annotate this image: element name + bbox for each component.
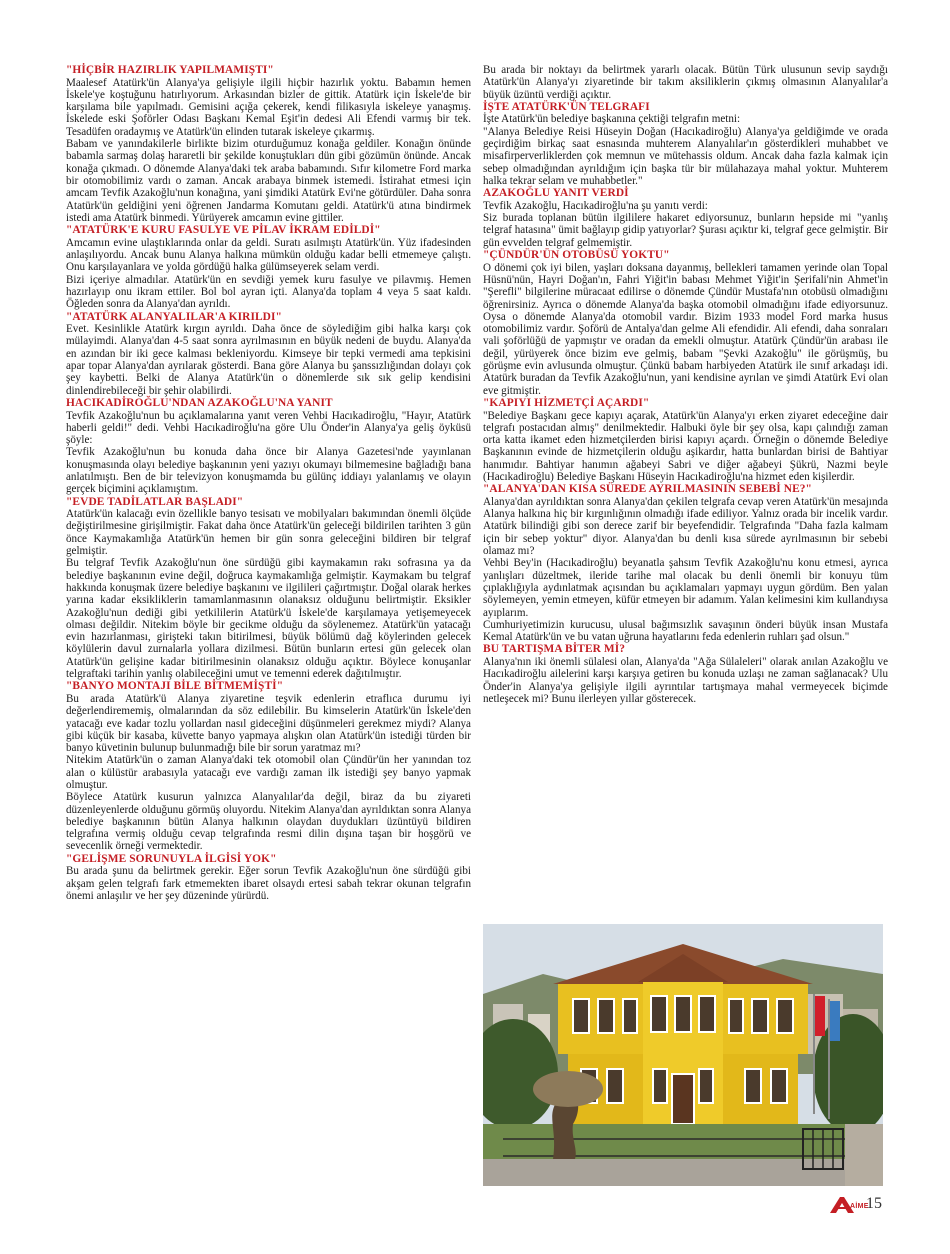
body-paragraph: Bu arada Atatürk'ü Alanya ziyaretine teşvik edenlerin etraflıca durumu iyi değerlendirememiş, olmalarından da söz edilebilir. Bu kimselerin Atatürk'ün İskele'den yatacağı eve kadar tozlu yollardan nasıl gideceğini düşünmeleri gerekmez miydi? Alanya gibi küçük bir kasaba, küvette banyo yapmaya alışkın olan Atatürk'ün istediği türden bir banyo küvetinin bulunup bulunmadığı bile bir sorun yaratmaz mı? [66,692,471,755]
ataturk-house-photo [483,924,883,1186]
body-paragraph: "Alanya Belediye Reisi Hüseyin Doğan (Hacıkadiroğlu) Alanya'ya geldiğimde ve orada geçirdiğim birkaç saat esnasında muhterem Alanyalılar'ın gösterdikleri muhabbet ve misafirperverliklerden çok memnun ve mütehassis oldum. Ancak daha fazla kalmak için sebep olmadığından ayrıldığım için başka tür bir mülahazaya mahal yoktur. Muhterem halka tekrar selam ve muhabbetler." [483,125,888,187]
section-heading: "ALANYA'DAN KISA SÜREDE AYRILMASININ SEBEBİ NE?" [483,483,812,496]
body-paragraph: Atatürk'ün kalacağı evin özellikle banyo tesisatı ve mobilyaları bakımından önemli ölçüde değiştirilmesine girişilmiştir. Fakat daha önce Atatürk'ün geleceği bildirilen tarihten 3 gün önce Kaymakamlığa Atatürk'ün hemen bir gün sonra geleceğini bildiren bir telgraf gelmiştir. [66,508,471,558]
section-heading: HACIKADİROĞLU'NDAN AZAKOĞLU'NA YANIT [66,396,333,409]
body-paragraph: Bu arada şunu da belirtmek gerekir. Eğer sorun Tevfik Azakoğlu'nun öne sürdüğü gibi akşam gelen telgrafı fark etmemekten ibaret olsaydı ertesi sabah tekrar okunan telgrafın önemi anlaşılır ve her şey düzeninde yürürdü. [66,865,471,902]
body-paragraph: Vehbi Bey'in (Hacıkadiroğlu) beyanatla şahsım Tevfik Azakoğlu'nu konu etmesi, ayrıca yanlışları düzeltmek, ileride tarihe mal olacak bu denli önemli bir konuyu tüm çıplaklığıyla aydınlatmak açısından bu açıklamaları yapmayı uygun gördüm. Ben yalan söylemeyen, yemin etmeyen, küfür etmeyen bir adamım. Yalan kelimesini kim kullandıysa ayıplarım. [483,557,888,619]
house-illustration [483,924,883,1186]
body-paragraph: "Belediye Başkanı gece kapıyı açarak, Atatürk'ün Alanya'yı erken ziyaret edeceğine dair telgrafı postacıdan almış" denilmektedir. Halbuki öyle bir şey olsa, kapı çalındığı zaman orta katta ikamet eden hizmetçilerden birisi kapıyı açardı. Örneğin o dönemde Belediye Başkanının evinde de hizmetçilerin olduğu aşikardır, hatta bunlardan birisi de Bahtiyar hanımıdır. Bahtiyar hanımın ağabeyi Sabri ve diğer ağabeyi Şükrü, Nazmi beyle (Hacıkadiroğlu) Belediye Başkanı Hüseyin Hacıkadiroğlu'na hizmet eden kişilerdir. [483,409,888,483]
section-heading: "ATATÜRK'E KURU FASULYE VE PİLAV İKRAM EDİLDİ" [66,224,381,237]
body-paragraph: Nitekim Atatürk'ün o zaman Alanya'daki tek otomobil olan Çündür'ün her yanından toz alan o külüstür arabasıyla yatacağı eve vardığı zaman ilk istediği şey banyo yapmak olmuştur. [66,754,471,791]
section-heading: "KAPIYI HİZMETÇİ AÇARDI" [483,396,650,409]
body-paragraph: Babam ve yanındakilerle birlikte bizim oturduğumuz konağa geldiler. Konağın önünde babamla sarmaş dolaş hararetli bir şekilde konuştukları dün gibi gözümün önünde. Ancak konağa çıkmadı. O dönemde Alanya'daki tek araba babamındı. Sıfır kilometre Ford marka bir otomobilimiz vardı o zaman. Ancak arabaya binmek istemedi. İstirahat etmesi için amcam Tevfik Azakoğlu'nun konağına, yani şimdiki Atatürk Evi'ne götürdüler. Daha sonra Atatürk'ün geldiğini yeni öğrenen Jandarma Komutanı geldi. Atatürk'ü atına bindirmek istedi ama Atatürk binmedi. Yürüyerek amcamın evine gittiler. [66,138,471,224]
body-paragraph: Böylece Atatürk kusurun yalnızca Alanyalılar'da değil, biraz da bu ziyareti düzenleyenlerde olduğunu görmüş oluyordu. Nitekim Alanya'dan ayrıldıktan sonra Alanya belediye başkanının bütün Alanya halkının olaydan duydukları üzüntüyü bildiren telgrafına vermiş olduğu cevap telgrafında resmi dilin dışına taşan bir hoşgörü ve sevecenlik örneği vermektedir. [66,791,471,853]
section-heading: AZAKOĞLU YANIT VERDİ [483,187,629,200]
section-heading: İŞTE ATATÜRK'ÜN TELGRAFI [483,100,650,113]
body-paragraph: Siz burada toplanan bütün ilgililere hakaret ediyorsunuz, bunların hepside mi "yanlış telgraf hatasına" ümit bağlayıp gidip yatıyorlar? Şurası açıktır ki, telgraf gece gelmiştir. Bir gün evvelden telgraf gelmemiştir. [483,212,889,249]
brand-name: AİME [850,1203,869,1210]
section-heading: "EVDE TADİLATLAR BAŞLADI" [66,495,244,508]
page-number: 15 [866,1195,882,1212]
body-paragraph: Amcamın evine ulaştıklarında onlar da geldi. Suratı asılmıştı Atatürk'ün. Yüz ifadesinden anlaşılıyordu. Ancak bunu Alanya halkına mümkün olduğu kadar belli etmemeye çalıştı. Onu karşılayanlara ve yolda gördüğü halka gülümseyerek selam verdi. [66,236,471,274]
left-column [66,64,471,902]
body-paragraph: Maalesef Atatürk'ün Alanya'ya gelişiyle ilgili hiçbir hazırlık yoktu. Babamın hemen İskele'ye koştuğunu hatırlıyorum. Arkasından bizler de gittik. Atatürk için İskele'de bir karşılama bile yapılmadı. Gemisini açığa çekerek, kendi filikasıyla iskeleye yanaşmış. İskelede eski Şoförler Odası Başkanı Kemal Eşit'in dedesi Ali Efendi varmış bir tek. Tesadüfen oradaymış ve Atatürk'ün elinden tutarak iskeleye çıkarmış. [66,76,471,138]
right-column [483,64,888,705]
body-paragraph: Evet. Kesinlikle Atatürk kırgın ayrıldı. Daha önce de söylediğim gibi halka karşı çok mülayimdi. Alanya'dan 4-5 saat sonra ayrılmasının en büyük nedeni de buydu. Alanya'da en azından bir iki gece kalması bekleniyordu. Kimseye bir tepki vermedi ama tepkisini apar topar Alanya'dan ayrılarak gösterdi. Bana göre Alanya bu şanssızlığından dolayı çok şey kaybetti. Belki de Alanya Atatürk'ün o dönemlerde sık sık gelip kendisini dinlendirebileceği bir şehir olabilirdi. [66,323,471,397]
section-heading: BU TARTIŞMA BİTER Mİ? [483,643,626,656]
section-heading: "GELİŞME SORUNUYLA İLGİSİ YOK" [66,852,277,865]
body-paragraph: Tevfik Azakoğlu, Hacıkadiroğlu'na şu yanıtı verdi: [483,199,708,212]
section-heading: "ÇÜNDÜR'ÜN OTOBÜSÜ YOKTU" [483,249,670,262]
section-heading: "HİÇBİR HAZIRLIK YAPILMAMIŞTI" [66,64,274,76]
section-heading: "BANYO MONTAJI BİLE BİTMEMİŞTİ" [66,680,284,693]
body-paragraph: Alanya'dan ayrıldıktan sonra Alanya'dan çekilen telgrafa cevap veren Atatürk'ün mesajında Alanya halkına hiç bir kırgınlığının olmadığı ifade ediliyor. Yalnız orada bir incelik vardır. Atatürk bilindiği gibi son derece zarif bir beyefendidir. Telgrafında "Daha fazla kalmam için bir sebep yoktur" diyor. Alanya'dan bu denli kısa sürede ayrılmasının bir sebebi olamaz mı? [483,495,888,558]
body-paragraph: Cumhuriyetimizin kurucusu, ulusal bağımsızlık savaşının önderi büyük insan Mustafa Kemal Atatürk'ün ve bu vatan uğruna hayatlarını feda edenlerin ruhları şad olsun." [483,618,888,644]
body-paragraph: Bizi içeriye almadılar. Atatürk'ün en sevdiği yemek kuru fasulye ve pilavmış. Hemen hazırlayıp onu ikram ettiler. Bol bol ayran içti. Alanya'da toplam 4 veya 5 saat kaldı. Öğleden sonra da Alanya'dan ayrıldı. [66,273,471,311]
body-paragraph: O dönemi çok iyi bilen, yaşları doksana dayanmış, bellekleri tamamen yerinde olan Topal Hüsnü'nün, Hayri Doğan'ın, Fahri Yiğit'in babası Mehmet Yiğit'in Şerifali'nin Ahmet'in "Şerefli" bilgilerine müracaat edilirse o dönemde Çündür Mustafa'nın otobüsü olmadığını öğrenirsiniz. Ayrıca o dönemde Alanya'da başka otomobil olmadığını ifade ediyorsunuz. Oysa o dönemde Alanya'da otomobil vardır. Bizim 1933 model Ford marka husus otomobilimiz vardır. Şoförü de Antalya'dan gelme Ali efendidir. Ali efendi, daha sonraları vali şoförlüğü de yapmıştır ve oradan da emekli olmuştur. Atatürk Çündür'ün arabası ile değil, yürüyerek önce bizim eve gelmiş, babam "Şevki Azakoğlu" ile görüşmüş, bu görüşme evin avlusunda olmuştur. Çünkü babam harbiyeden Atatürk ile sınıf arkadaşı idi. Atatürk buradan da Tevfik Azakoğlu'nun, yani kendisine ayrılan ve şimdi Atatürk Evi olan eve gitmiştir. [483,261,888,397]
body-paragraph: Bu arada bir noktayı da belirtmek yararlı olacak. Bütün Türk ulusunun sevip saydığı Atatürk'ün Alanya'yı ziyaretinde bir takım aksiliklerin çıkmış olmasının Alanyalılar'a büyük üzüntü verdiği açıktır. [483,64,888,101]
section-heading: "ATATÜRK ALANYALILAR'A KIRILDI" [66,310,282,323]
body-paragraph: Tevfik Azakoğlu'nun bu konuda daha önce bir Alanya Gazetesi'nde yayınlanan konuşmasında olayı belediye başkanının yeni yazıyı okumayı bilmemesine bağladığı bana anlatılmıştı. Ben de bir televizyon konuşmamda bu gülünç iddiayı yalanlamış ve olayın gerçek biçimini açıklamıştım. [66,446,471,496]
body-paragraph: İşte Atatürk'ün belediye başkanına çektiği telgrafın metni: [483,113,741,126]
body-paragraph: Bu telgraf Tevfik Azakoğlu'nun öne sürdüğü gibi kaymakamın rakı sofrasına ya da belediye başkanının evine değil, doğruca kaymakamlığa gelmiştir. Kaymakam bu telgraf hakkında konuşmak üzere belediye başkanını ve ilgilileri çağırtmıştır. Doğal olarak herkes yarına kadar eksikliklerin tamamlanmasının olanaksız olduğunu belirtmiştir. Eksikler Azakoğlu'nun dediği gibi yetkililerin Atatürk'ü İskele'de karşılamaya yetişemeyecek olması değildir. Nitekim böyle bir gecikme olduğu da söylenemez. Atatürk'ün yatacağı evin hazırlanması, girişteki takın bitirilmesi, büyük bölümü dağ köylerinden gelecek köylülerin davul zurnalarla yollara dizilmesi. Bütün bunların ertesi gün gelecek olan Atatürk'ün gelişine kadar bitirilmesinin olanaksız olduğu açıktır. Böylece konuşanlar telgraftaki tarihin yanlış olabileceğini umut ve temenni ederek dağıtılmıştır. [66,557,471,681]
body-paragraph: Alanya'nın iki önemli sülalesi olan, Alanya'da "Ağa Sülaleleri" olarak anılan Azakoğlu ve Hacıkadiroğlu ailelerini karşı karşıya getiren bu konuda uzlaşı ne zaman sağlanacak? Ulu Önder'in Alanya'ya gelişiyle ilgili ayrıntılar tartışmaya mahal vermeyecek biçimde netleşecek mi? Bunu ilerleyen yıllar gösterecek. [483,656,888,705]
body-paragraph: Tevfik Azakoğlu'nun bu açıklamalarına yanıt veren Vehbi Hacıkadiroğlu, "Hayır, Atatürk haberli geldi!" dedi. Vehbi Hacıkadiroğlu'na göre Ulu Önder'in Alanya'ya geliş öyküsü şöyle: [66,409,471,447]
